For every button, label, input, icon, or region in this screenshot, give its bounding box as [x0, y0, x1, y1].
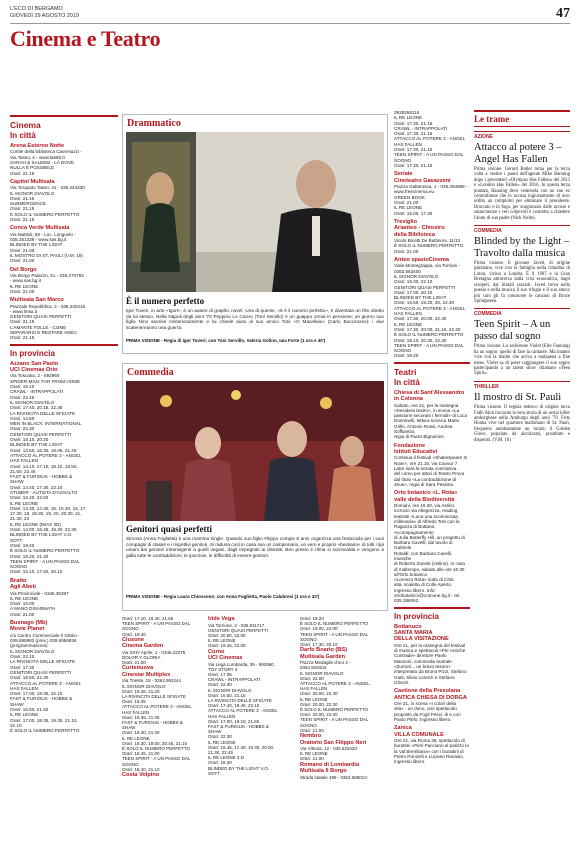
cinema-name: Treviglio Arianteo - Chiostro della Biblioteca	[394, 218, 445, 238]
cinema-entry	[122, 772, 206, 779]
cinema-name: Curno UCI Cinemas	[208, 648, 243, 662]
teatro-name: Orto botanico «L. Rota» valle della Biodiversità	[394, 490, 458, 503]
teatro-name: Bottanuco SANTA MARIA DELLA VISITAZIONE	[394, 623, 449, 643]
cinema-listing: Piazzale Repubblica, 2 - 035.240416 - www.lmsa.it GENITORI QUASI PERFETTI Orari: 21.15 L'AMANTE FOLLE - COME SEPARARSI E RESTARE AMICI Orari: 21.15	[10, 303, 86, 341]
teatro-entry	[394, 390, 470, 440]
review1-body: Igor Tuveri, in arte «Igort», è un autore di graphic novel. Una di queste, «5 è il numero perfetto», è diventata un film diretto da lui stesso. Nella Napoli degli anni '70 Peppino Lo Cicero (Toni Servillo) è un guappo ormai in pensione; un giorno suo figlio Nino saorise misteriosamente e lui chiede aiuto al suo amico Totò «O Macellaio» (Carlo Buccirosso): i due scatenenranno una guerra.	[126, 308, 384, 330]
cinema-listing: Orari: 19.20 È SOLO IL NUMERO PERFETTO Orari: 19.00, 22.00 TEEN SPIRIT - A UN PASSO DAL SOGNO Orari: 17.30, 20.10	[300, 616, 369, 648]
section-title: Cinema e Teatro	[10, 26, 161, 51]
cinema-entry	[10, 620, 118, 733]
trame-header: Le trame	[474, 110, 570, 127]
teatro-entry	[394, 624, 470, 686]
trama-entry	[474, 225, 570, 304]
cinema-entry	[10, 143, 118, 176]
lower-col-3	[300, 616, 388, 844]
trama-category: AZIONE	[474, 131, 570, 140]
trama-entry	[474, 381, 570, 443]
review2-photo	[126, 381, 384, 521]
review2-title: Genitori quasi perfetti	[126, 524, 212, 534]
review2-credits: PRIMA VISIONE - Regia Laura Chiossone; con Anna Foglietta, Paolo Calabresi (1 ora e 33')	[126, 594, 320, 599]
cinema-name: Arena Esterno Notte	[10, 143, 65, 149]
cinema-listing: Via Borgo Palazzo, 51 - 035.270783 - www.sas.bg.it IL RE LEONE Orari: 21.00	[10, 272, 84, 294]
cinema-name: Del Borgo	[10, 266, 37, 273]
cinema-entry	[122, 616, 206, 637]
rule	[394, 362, 470, 364]
cinema-entry	[394, 257, 470, 359]
cinema-entry	[208, 649, 296, 776]
cinema-listing: Strada statale 498 - 0363.688012-	[300, 774, 369, 780]
teatro-listing: Domani, ore 18.30, via Astino, incrocio via Allegrezza, reading teatrale «Luna una sconosciuta millenaria» di Alfredo Tosi con la Ragazza di Buttana. Accompagnamento di Julia Butterfly Hill, un progetto di Barbara Cavelli; dal tavolo di Gabriele Rotaldi: con Barbara Cavelli, musiche di Roberto Zanetti (violino). In caso di maltempo, sabato alle ore 16.30 all'Orto botanico «Lorenzo Rota» sotto di Città alta, scaletta di Colle Aperto. Ingresso libero. Info: ortobotanico@comune.bg.it - tel. 035.286062.	[394, 503, 466, 604]
cinema-entry	[10, 179, 118, 222]
cinema-entry	[10, 297, 118, 340]
in-provincia-heading: In provincia	[10, 348, 55, 358]
cinema-entry	[122, 665, 206, 772]
cinema-name: Costa Volpino	[122, 772, 160, 779]
cinema-name: Busnago (Mb) Movie Planet	[10, 620, 48, 633]
trama-title: Il mostro di St. Pauli	[474, 391, 562, 403]
cinema-listing: Via Toscana, 2 - 892960 SPIDER-MAN: FAR FROM HOME Orari: 16.10 CRAWL - INTRAPPOLATI Orari: 22.45 IL SIGNOR DIAVOLO Orari: 17.40, 20.15, 22.35 LA RIVINCITA DELLE SFIGATE Orari: 14.50 MEN IN BLACK: INTERNATIONAL Orari: 22.30 GENITORI QUASI PERFETTI Orari: 18.10, 20.20 BLINDED BY THE LIGHT Orari: 13.50, 16.30, 19.05, 21.45 ATTACCO AL POTERE 3 - ANGEL HAS FALLEN Orari: 14.10, 17.10, 19.10, 19.50, 21.50, 22.45 FAST & FURIOUS - HOBBS & SHAW Orari: 14.40, 17.30, 22.10 STUBER - AUTISTA D'ASSALTO Orari: 15.20, 22.50 IL RE LEONE Orari: 13.30, 14.30, 15, 15.30, 16, 17, 17.30, 18, 18.30, 19, 20, 20.30, 21, 21.30, 22 IL RE LEONE (IMAX 3D) Orari: 14.00, 16.45, 19.30, 22.30 BLINDED BY THE LIGHT V.O. SOTT. Orari: 19.40 È SOLO IL NUMERO PERFETTO Orari: 19.20, 21.40 TEEN SPIRIT - A UN PASSO DAL SOGNO Orari: 15.10, 17.50, 20.10	[10, 373, 87, 575]
header-rule	[10, 23, 570, 24]
teatri-heading: Teatri	[394, 366, 417, 377]
cinema-listing: Via Torrione, 2 - 035.911717 GENITORI QUASI PERFETTI Orari: 20.50, 22.00 IL RE LEONE Orari: 19.45, 22.00	[208, 622, 268, 649]
cinema-name: Iride Vega	[208, 616, 235, 622]
lower-col-1	[122, 616, 206, 844]
teatro-listing: Continua il festival «Shakespeare Is Now!», ore 21.15, via Cavour 7. Latre sarà la serata conclusiva del corso per attori di Teatro Prova dal titolo «La contraddizione di Zeus», regia di Sara Pessina.	[394, 455, 468, 487]
teatri-prov-list	[394, 624, 470, 765]
left-listings	[10, 112, 118, 842]
review2-kicker: Commedia	[127, 367, 174, 378]
cinema-listing: Orari: 17.10, 19.40, 21.55 TEEN SPIRIT - A UN PASSO DAL SOGNO Orari: 19.40	[122, 616, 191, 637]
teatro-listing: Ore 21, via Roma 35, spettacolo di burattini «Pieri Pacciano al palizzo la la Val Brembana» con i burattini di Pietro Ronzelli e Luciano Ravasio. Ingresso libero.	[394, 738, 469, 765]
header-paper	[10, 6, 79, 20]
cinema-listing: Via Mattioli, 65 - Loc. Longuelo - 035.251339 - www.sas.bg.it BLINDED BY THE LIGHT Orari: 21.00 IL MOSTRO DI ST. PAULI (V.M. 18) Orari: 21.00	[10, 231, 83, 264]
teatro-name: Chiesa di Sant'Alessandro in Colonna	[394, 389, 465, 403]
page-number: 47	[556, 6, 570, 21]
cinema-entry	[10, 267, 118, 295]
trama-entry	[474, 308, 570, 376]
left-cinemas-list	[10, 143, 118, 341]
trama-body: Prima visione. Gerard Butler torna per la terza volta a vestire i panni dell'agente Mike Banning dopo i precedenti «Olympus Has Fallen» del 2013 e «London Has Fallen» del 2016. In questa terza puntata, Banning deve vedersela con un suo ex commilitone che lo accusa ingiustamente di aver ordito un complotto per eliminare il presidente. Braccato e in fuga, per scagionarsi dalle accuse e smascherare i veri colpevoli è costretto a chiedere l'aiuto di suo padre (Nick Nolte).	[474, 167, 570, 221]
rule	[394, 607, 470, 609]
teatri-in-citta-heading: In città	[394, 377, 420, 387]
trama-title: Blinded by the Light – Travolto dalla musica	[474, 236, 570, 259]
trama-body: Prima visione. Il giovane Javed, di origine pakistana, vive con la famiglia nella cittadina di Luton, vicino a Londra. È il 1987 e la Gran Bretagna attraversa dalla crisi economica, dagli scioperi, dai brutali razzisti. Javed trova nella poesia e nella musica il suo rifugio e il suo amico più caro gli fa conoscere le canzoni di Bruce Springsteen.	[474, 261, 570, 304]
cinema-entry	[10, 361, 118, 575]
review1-title: È il numero perfetto	[126, 296, 205, 306]
cinema-entry	[300, 647, 388, 733]
trame-column	[474, 110, 570, 443]
cinema-entry	[300, 616, 388, 647]
review1-kicker: Drammatico	[127, 118, 181, 129]
cinema-name: Anteo spazioCinema	[394, 256, 450, 263]
cinema-name: Clusone Cinema Garden	[122, 636, 164, 650]
trama-body: Prima visione. La sedicenne Violet (Elle Fanning) ha un sogno: quello di fare la cantante. Ma intanto vive con la madre che arriva a malapena a fine mese. Violet sa di poter raggiungere il suo sogno partecipando a un talent show chiamato «Teen Spirit».	[474, 344, 570, 377]
trama-body: Prima visione. Il regista tedesco di origine turca Fatih Akin racconta la vera storia di un serial killer amburghese nella Amburgo degli anni '70. Fritz Honka vive nel quartiere malfamato di St. Pauli, frequenta assiduamente un locale, il Golden Glove, popolato da alcolizzati, prostitute e disperati. (V.M. 18)	[474, 405, 570, 443]
teatro-listing: Sabato, ore 21, per la rassegna «Desidera teatro», in scena «La passione secondo i fermidi» di Luca Donninelli, lettura scenica Mario Grillo, Antonio Rossi, Andrea Soffiantini, regia di Paolo Bignamini.	[394, 402, 468, 440]
trama-category: COMMEDIA	[474, 225, 570, 234]
cinema-entry	[300, 733, 388, 762]
mid-cinemas-list	[394, 110, 470, 359]
rule	[10, 115, 118, 117]
teatro-entry	[394, 443, 470, 488]
cinema-name: Bratto Agli Abeti	[10, 577, 36, 591]
cinema-name: Curtenuova Cinestar Multiplex	[122, 665, 171, 678]
cinema-listing: c/o Centro Commerciale Il Globo - 039.695982 (prev.) 039.6956836 (programmazione) IL SIGNOR DIAVOLO Orari: 22.10 LA RIVINCITA DELLE SFIGATE Orari: 17.30 GENITORI QUASI PERFETTI Orari: 19.50, 22.30 ATTACCO AL POTERE 3 - ANGEL HAS FALLEN Orari: 17.00, 19.35, 22.10 FAST & FURIOUS - HOBBS & SHAW Orari: 16.50, 21.50 IL RE LEONE Orari: 17.00, 18.35, 19.35, 21.10, 22.10 È SOLO IL NUMERO PERFETTO	[10, 632, 82, 734]
in-citta-heading: In città	[10, 131, 36, 140]
paper-name: L'ECO DI BERGAMO	[10, 6, 63, 12]
trama-title: Attacco al potere 3 – Angel Has Fallen	[474, 142, 562, 165]
cinema-listing: Via Lega Lombarda, 39 - 892960 TOY STORY 4 Orari: 17.05 CRAWL - INTRAPPOLATI Orari: 22.30 IL SIGNOR DIAVOLO Orari: 16.50, 21.15 LA RIVINCITA DELLE SFIGATE Orari: 17.40, 19.40, 22.10 ATTACCO AL POTERE 3 - ANGEL HAS FALLEN Orari: 17.00, 19.10, 21.50 FAST & FURIOUS - HOBBS & SHAW Orari: 22.30 IL RE LEONE Orari: 16.45, 17.20, 19.30, 20.00, 21.30, 22.45 IL RE LEONE 3 D Orari: 18.30 BLINDED BY THE LIGHT V.O. SOTT.	[208, 661, 278, 776]
cinema-listing: Via Trieste, 15 - 0363.992244 IL SIGNOR DIAVOLO Orari: 18.45, 21.20 LA RIVINCITA DELLE SFIGATE Orari: 18.35 ATTACCO AL POTERE 3 - ANGEL HAS FALLEN Orari: 18.35, 21.05 FAST & FURIOUS - HOBBS & SHAW Orari: 18.30, 21.00 IL RE LEONE Orari: 18.30, 19.00, 20.45, 21.15 È SOLO IL NUMERO PERFETTO Orari: 18.45, 21.00 TEEN SPIRIT - A UN PASSO DAL SOGNO Orari: 18.40, 21.10	[122, 678, 192, 772]
cinema-listing: Viale Montegrappa, via Torriani - 0363.563400 IL SIGNOR DIAVOLO Orari: 19.30, 22.10 GENITORI QUASI PERFETTI Orari: 17.00, 20.10 BLINDED BY THE LIGHT Orari: 16.50, 19.20, 20, 22.30 ATTACCO AL POTERE 3 - ANGEL HAS FALLEN Orari: 17.30, 20.00, 22.30 IL RE LEONE Orari: 17.30, 20.00, 21.15, 22.30 È SOLO IL NUMERO PERFETTO Orari: 18.10, 20.30, 22.30 TEEN SPIRIT - A UN PASSO DAL SOGNO Orari: 19.40	[394, 263, 466, 359]
teatri-list	[394, 390, 470, 604]
trama-entry	[474, 131, 570, 221]
cinema-entry	[10, 225, 118, 263]
cinema-name: Azzano San Paolo UCI Cinemas Orio	[10, 360, 59, 374]
cinema-heading: Cinema	[10, 120, 41, 130]
teatro-listing: Ore 21, in scena «I colori della vita» - un dono, uno spettacolo proposto da Fogli Pesci, di e con Paolo Pitrlo. Ingresso libero.	[394, 701, 461, 722]
cinema-entry	[394, 110, 470, 168]
cinema-name: Seriate Cineteatro Gavazzeni	[394, 171, 451, 184]
cinema-name: Nembro Oratorio San Filippo Neri	[300, 733, 367, 746]
cinema-entry	[10, 578, 118, 617]
teatro-entry	[394, 688, 470, 722]
lower-col-2	[208, 616, 296, 844]
review1-photo	[126, 132, 384, 292]
cinema-listing: Piazza Galtarossa, 1 - 035.294868 - www.freecinema.eu GREEN BOOK Orari: 21.00 IL RE LEONE Orari: 15.00, 17.45	[394, 184, 468, 216]
teatro-name: Zanica VILLA COMUNALE	[394, 725, 444, 738]
teatro-name: Fondazione Istituti Educativi	[394, 442, 438, 456]
cinema-name: Darfo Boario (BS) Multisala Garden	[300, 647, 347, 660]
trama-category: COMMEDIA	[474, 308, 570, 317]
left-prov-list	[10, 361, 118, 734]
film-still-image	[126, 132, 384, 292]
cinema-entry	[300, 762, 388, 780]
cinema-entry	[208, 616, 296, 649]
cinema-name: Conca Verde Multisala	[10, 225, 70, 232]
paper-date: GIOVEDÌ 29 AGOSTO 2019	[10, 13, 79, 19]
teatro-name: Castione della Presolana ANTICA CHIESA DI DORGA	[394, 688, 467, 701]
cinema-listing: Via Torquato Tasso, 41 - 035.244330 IL SIGNOR DIAVOLO Orari: 21.15 SUBMERGENCE Orari: 21.15 È SOLO IL NUMERO PERFETTO Orari: 21.15	[10, 185, 85, 223]
teatro-listing: Ore 21, per la rassegna del festival di musica e spettacoli «Per Antiche Contrade» direttore Paolo Manzoni, commedia teatrale «Zurroni... un bravo tesoro» interpretato da Bruno Pizzi, Stefano Gatti, Silvio Lorenzi e Stefano Ghezzi.	[394, 642, 467, 685]
trama-title: Teen Spirit – A un passo dal sogno	[474, 319, 551, 342]
trame-list	[474, 131, 570, 443]
cinema-name: Romano di Lombardia Multisala Il Borgo	[300, 761, 360, 775]
cinema-listing: Via Vittoria, 12 - 035.520420 IL RE LEONE Orari: 21.00	[300, 746, 357, 762]
cinema-name: Multisala San Marco	[10, 297, 64, 304]
cinema-entry	[394, 171, 470, 216]
cinema-listing: 3928258115 IL RE LEONE Orari: 17.30, 21.15 CRAWL - INTRAPPOLATI Orari: 17.30, 21.15 ATTACCO AL POTERE 3 - ANGEL HAS FALLEN Orari: 17.30, 21.15 TEEN SPIRIT - A UN PASSO DAL SOGNO Orari: 17.30, 21.15	[394, 110, 466, 168]
mid-listings	[394, 110, 470, 844]
teatri-in-provincia-heading: In provincia	[394, 611, 439, 621]
cinema-listing: Vicolo Bicetti De Buttinoni, 11/13 È SOLO IL NUMERO PERFETTO Orari: 21.00	[394, 238, 464, 254]
review2-body: Simona (Anna Foglietta) è una mamma single. Quando suo figlio Filippo compie 8 anni organizza una festicciola per i suoi compagni di classe e i rispettivi genitori. Si raduna così in casa sua un campionario, un vero e proprio «bestiario» di tutti i tipi umani dai genitori intransigenti a quelli vegani, dagli impegnati ai distratti. Ben presto il clima si surriscalda e vengono a galla tutte le contraddizioni, le ipocrisie, le difficoltà di essere genitori.	[126, 536, 384, 558]
trama-category: THRILLER	[474, 381, 570, 390]
cinema-entry	[394, 219, 470, 254]
film-still-image	[126, 381, 384, 521]
teatro-entry	[394, 725, 470, 764]
cinema-listing: Via Provinciale - 0346.36397 IL RE LEONE Orari: 16.00 A MANO DISARMATA Orari: 21.00	[10, 590, 69, 617]
rule	[10, 344, 118, 346]
review1-credits: PRIMA VISIONE - Regia di Igor Tuveri; con Toni Servillo, Valeria Golino, Iaia Forte (1 ora e 40')	[126, 338, 326, 343]
cinema-listing: Piazza Medaglie d'oro 2 - 0364.529103 IL SIGNOR DIAVOLO Orari: 22.00 ATTACCO AL POTERE 3 - ANGEL HAS FALLEN Orari: 20.00, 22.30 IL RE LEONE Orari: 20.00, 22.30 È SOLO IL NUMERO PERFETTO Orari: 20.00, 22.00 TEEN SPIRIT - A UN PASSO DAL SOGNO Orari: 21.00	[300, 660, 370, 733]
cinema-listing: Cortile della biblioteca Caversazzi - Via Tasso, 4 - www.lab80.it SARAH & SALEEM - LÀ DOVE NULLA È POSSIBILE Orari: 21.15	[10, 149, 82, 176]
cinema-entry	[122, 637, 206, 666]
cinema-listing: Via XXIV Aprile, 1 - 0346.22275 DOLOR Y GLORIA Orari: 21.00	[122, 649, 186, 666]
teatro-entry	[394, 490, 470, 603]
cinema-name: Capitol Multisala	[10, 178, 55, 185]
